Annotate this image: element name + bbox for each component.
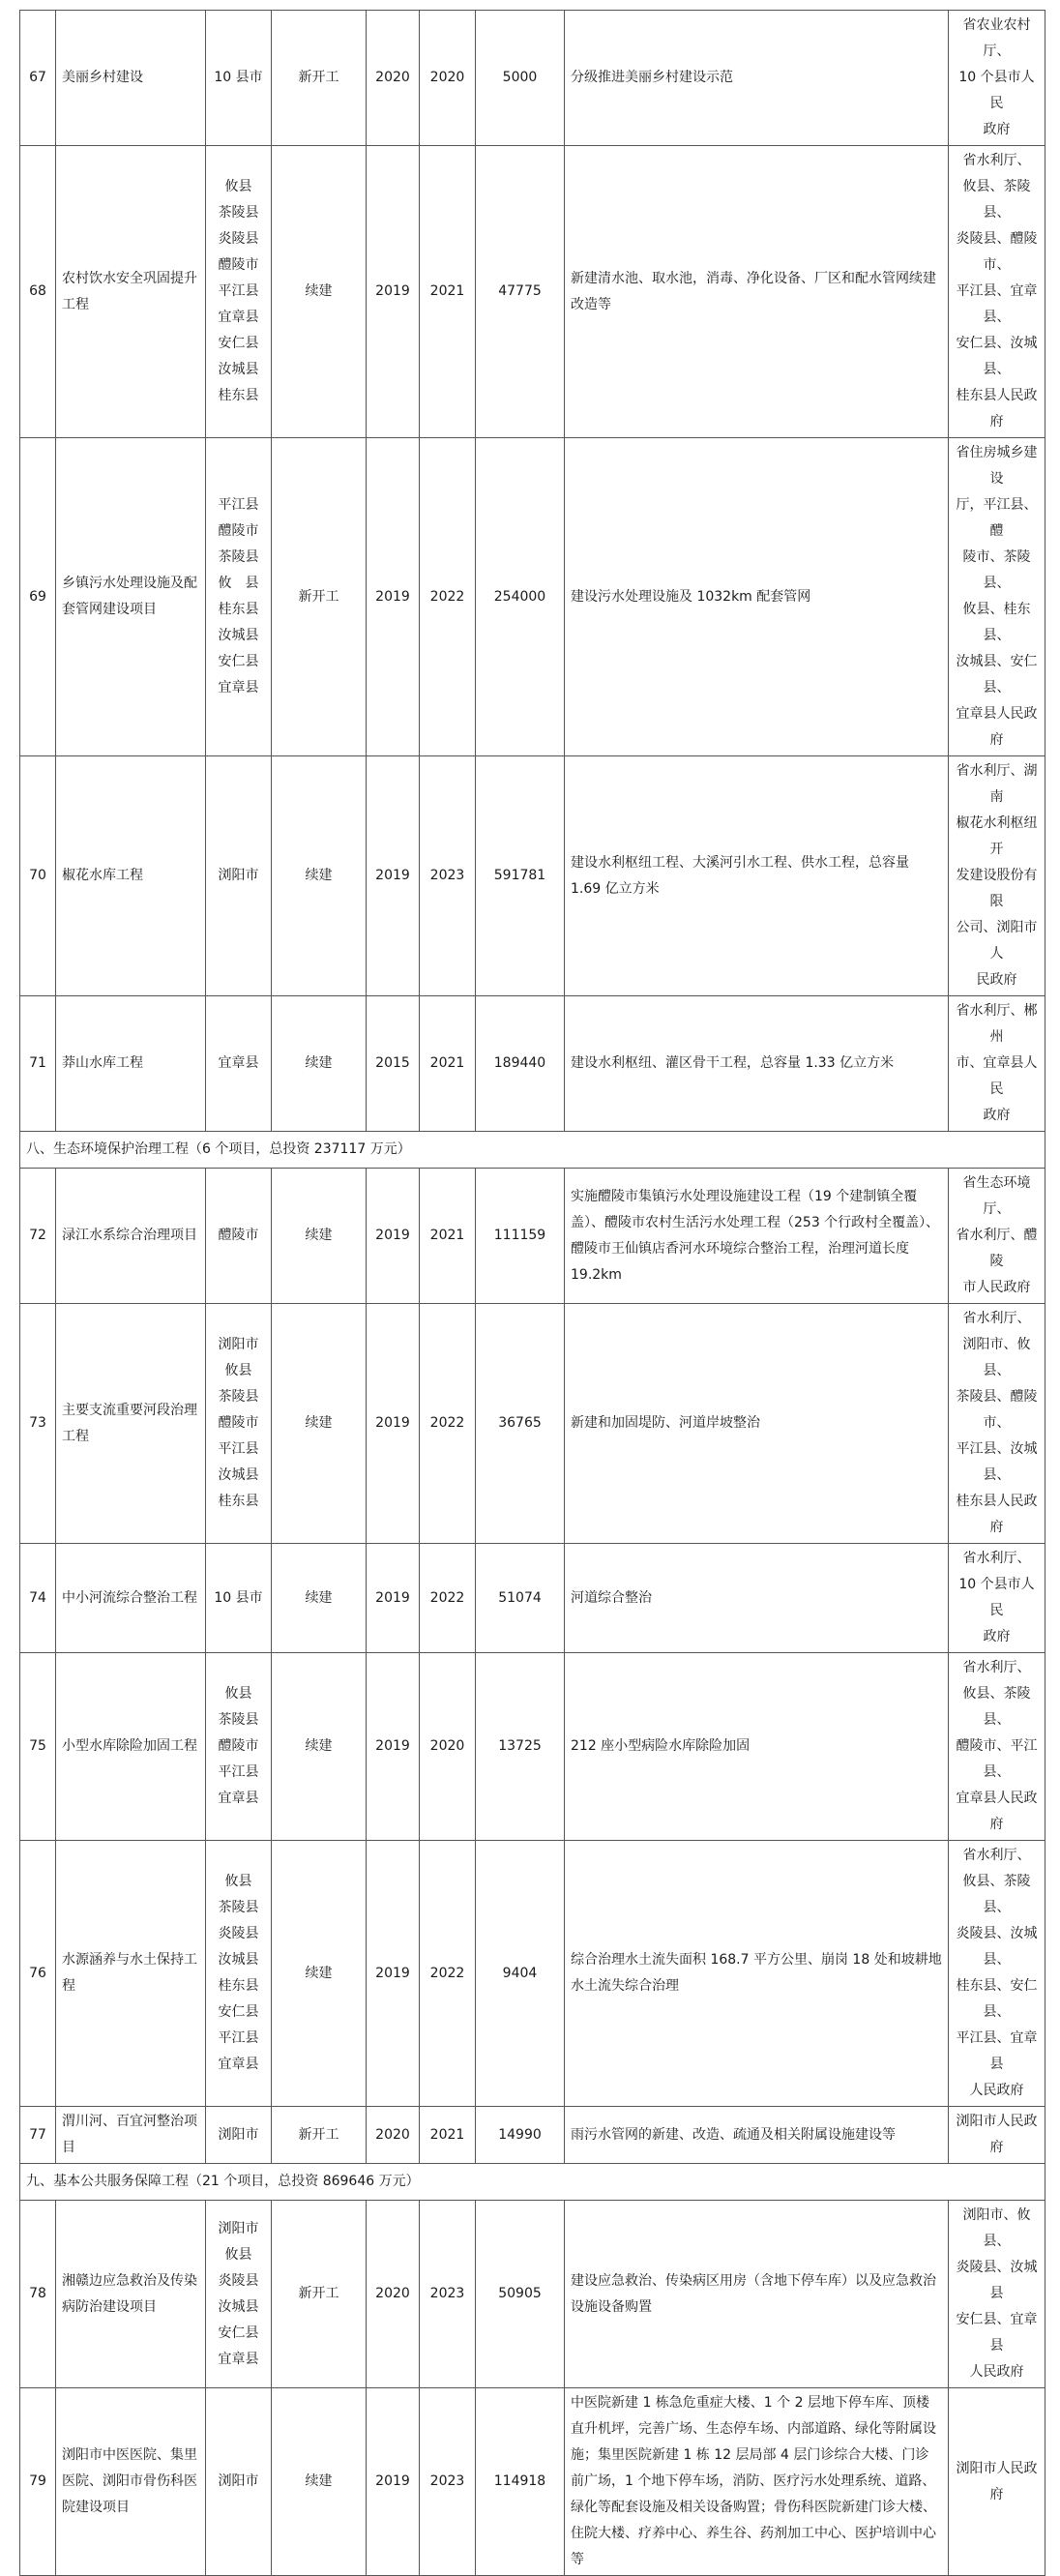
responsible-dept-line: 省水利厅、 xyxy=(962,1848,1031,1863)
construction-content: 建设污水处理设施及 1032km 配套管网 xyxy=(565,438,949,756)
responsible-dept-line: 浏阳市、攸县、 xyxy=(962,1337,1031,1378)
table-row xyxy=(20,2201,1045,2388)
row-number: 67 xyxy=(20,11,56,146)
table-row xyxy=(20,756,1045,996)
project-name: 美丽乡村建设 xyxy=(56,11,206,146)
table-row xyxy=(20,2107,1045,2164)
project-area-line: 攸县 xyxy=(224,2246,252,2263)
responsible-dept-line: 政府 xyxy=(983,122,1011,137)
construction-type: 新开工 xyxy=(272,11,367,146)
responsible-dept xyxy=(949,996,1045,1132)
responsible-dept-line: 市人民政府 xyxy=(962,1280,1031,1295)
project-area xyxy=(206,1653,272,1841)
responsible-dept xyxy=(949,146,1045,438)
section-heading: 八、生态环境保护治理工程（6 个项目，总投资 237117 万元） xyxy=(20,1132,1045,1169)
responsible-dept-line: 陵市、茶陵县、 xyxy=(962,549,1031,591)
responsible-dept xyxy=(949,1841,1045,2107)
end-year: 2021 xyxy=(420,1169,476,1304)
project-area-line: 茶陵县 xyxy=(218,1900,259,1915)
project-area-line: 浏阳市 xyxy=(218,2473,259,2489)
end-year: 2023 xyxy=(420,756,476,996)
project-area-line: 平江县 xyxy=(218,283,259,299)
responsible-dept-line: 省水利厅、湖南 xyxy=(956,763,1038,805)
project-area-line: 攸县 xyxy=(224,1686,252,1702)
project-area-line: 宜章县 xyxy=(218,1055,259,1071)
responsible-dept-line: 醴陵市、平江县、 xyxy=(956,1738,1038,1780)
responsible-dept-line: 政府 xyxy=(983,1629,1011,1644)
responsible-dept-line: 省水利厅、 xyxy=(962,153,1031,168)
project-name: 浏阳市中医医院、集里医院、浏阳市骨伤科医院建设项目 xyxy=(56,2388,206,2576)
construction-content: 建设水利枢纽工程、大溪河引水工程、供水工程，总容量 1.69 亿立方米 xyxy=(565,756,949,996)
start-year: 2019 xyxy=(367,146,420,438)
project-area xyxy=(206,1544,272,1653)
construction-type: 新开工 xyxy=(272,2201,367,2388)
responsible-dept xyxy=(949,11,1045,146)
table-row xyxy=(20,11,1045,146)
responsible-dept-line: 省水利厅、 xyxy=(962,1311,1031,1326)
start-year: 2020 xyxy=(367,2201,420,2388)
responsible-dept-line: 10 个县市人民 xyxy=(958,70,1035,111)
end-year: 2023 xyxy=(420,2201,476,2388)
construction-type: 续建 xyxy=(272,1169,367,1304)
investment: 254000 xyxy=(476,438,565,756)
table-row xyxy=(20,146,1045,438)
project-area-line: 宜章县 xyxy=(218,310,259,325)
project-area-line: 安仁县 xyxy=(218,2324,259,2341)
project-area-line: 平江县 xyxy=(218,497,259,513)
project-area-line: 汝城县 xyxy=(218,2298,259,2315)
end-year: 2021 xyxy=(420,2107,476,2164)
responsible-dept xyxy=(949,1304,1045,1544)
responsible-dept-line: 浏阳市人民政府 xyxy=(956,2460,1038,2502)
responsible-dept xyxy=(949,2201,1045,2388)
start-year: 2019 xyxy=(367,1841,420,2107)
table-row xyxy=(20,2388,1045,2576)
project-area xyxy=(206,2107,272,2164)
responsible-dept-line: 浏阳市、攸县、 xyxy=(962,2207,1031,2249)
investment: 47775 xyxy=(476,146,565,438)
responsible-dept xyxy=(949,2107,1045,2164)
construction-type: 续建 xyxy=(272,1841,367,2107)
responsible-dept-line: 炎陵县、醴陵市、 xyxy=(956,231,1038,273)
construction-type: 续建 xyxy=(272,2388,367,2576)
start-year: 2019 xyxy=(367,1304,420,1544)
end-year: 2020 xyxy=(420,11,476,146)
responsible-dept-line: 桂东县人民政府 xyxy=(956,1494,1038,1535)
project-area-line: 攸 县 xyxy=(218,576,259,591)
project-area xyxy=(206,1841,272,2107)
construction-type: 续建 xyxy=(272,1304,367,1544)
investment: 13725 xyxy=(476,1653,565,1841)
responsible-dept-line: 厅，平江县、醴 xyxy=(956,497,1038,539)
construction-type: 新开工 xyxy=(272,2107,367,2164)
responsible-dept-line: 省水利厅、郴州 xyxy=(956,1003,1038,1045)
section-heading: 九、基本公共服务保障工程（21 个项目，总投资 869646 万元） xyxy=(20,2164,1045,2201)
responsible-dept-line: 桂东县人民政府 xyxy=(956,388,1038,429)
project-area-line: 炎陵县 xyxy=(218,231,259,247)
project-area-line: 浏阳市 xyxy=(218,2220,259,2236)
responsible-dept-line: 平江县、汝城县、 xyxy=(956,1441,1038,1483)
end-year: 2020 xyxy=(420,1653,476,1841)
project-area-line: 桂东县 xyxy=(218,602,259,617)
investment: 5000 xyxy=(476,11,565,146)
project-area-line: 炎陵县 xyxy=(218,1926,259,1941)
investment: 50905 xyxy=(476,2201,565,2388)
row-number: 70 xyxy=(20,756,56,996)
start-year: 2019 xyxy=(367,756,420,996)
project-name: 莽山水库工程 xyxy=(56,996,206,1132)
responsible-dept-line: 省水利厅、 xyxy=(962,1660,1031,1675)
project-area xyxy=(206,756,272,996)
construction-content: 分级推进美丽乡村建设示范 xyxy=(565,11,949,146)
construction-type: 续建 xyxy=(272,756,367,996)
row-number: 72 xyxy=(20,1169,56,1304)
investment: 51074 xyxy=(476,1544,565,1653)
project-area-line: 安仁县 xyxy=(218,654,259,669)
project-area-line: 醴陵市 xyxy=(218,1415,259,1431)
project-name: 中小河流综合整治工程 xyxy=(56,1544,206,1653)
project-area-line: 攸县 xyxy=(224,1874,252,1889)
project-area-line: 平江县 xyxy=(218,1441,259,1457)
table-row xyxy=(20,996,1045,1132)
project-area-line: 桂东县 xyxy=(218,1978,259,1994)
construction-content: 雨污水管网的新建、改造、疏通及相关附属设施建设等 xyxy=(565,2107,949,2164)
project-area-line: 宜章县 xyxy=(218,1791,259,1806)
project-name: 农村饮水安全巩固提升工程 xyxy=(56,146,206,438)
project-area-line: 宜章县 xyxy=(218,2057,259,2072)
row-number: 69 xyxy=(20,438,56,756)
responsible-dept-line: 10 个县市人民 xyxy=(958,1577,1035,1618)
construction-content: 综合治理水土流失面积 168.7 平方公里、崩岗 18 处和坡耕地水土流失综合治理 xyxy=(565,1841,949,2107)
end-year: 2022 xyxy=(420,438,476,756)
responsible-dept-line: 宜章县人民政府 xyxy=(956,706,1038,748)
row-number: 74 xyxy=(20,1544,56,1653)
responsible-dept xyxy=(949,756,1045,996)
responsible-dept-line: 市、宜章县人民 xyxy=(956,1055,1038,1097)
responsible-dept-line: 发建设股份有限 xyxy=(956,868,1038,909)
responsible-dept-line: 人民政府 xyxy=(969,2364,1024,2380)
end-year: 2021 xyxy=(420,996,476,1132)
project-area-line: 茶陵县 xyxy=(218,1712,259,1728)
construction-type: 续建 xyxy=(272,1653,367,1841)
project-area-line: 醴陵市 xyxy=(218,257,259,273)
start-year: 2015 xyxy=(367,996,420,1132)
project-area-line: 安仁县 xyxy=(218,336,259,351)
project-area-line: 安仁县 xyxy=(218,2004,259,2020)
responsible-dept-line: 桂东县、安仁县、 xyxy=(956,1978,1038,2020)
responsible-dept-line: 汝城县、安仁县、 xyxy=(956,654,1038,696)
project-name: 渌江水系综合治理项目 xyxy=(56,1169,206,1304)
construction-content: 建设应急救治、传染病区用房（含地下停车库）以及应急救治设施设备购置 xyxy=(565,2201,949,2388)
project-area-line: 宜章县 xyxy=(218,680,259,696)
responsible-dept-line: 民政府 xyxy=(976,972,1017,988)
project-area-line: 炎陵县 xyxy=(218,2272,259,2289)
investment: 189440 xyxy=(476,996,565,1132)
project-area-line: 汝城县 xyxy=(218,362,259,377)
table-row xyxy=(20,1169,1045,1304)
project-area-line: 汝城县 xyxy=(218,1952,259,1968)
project-area xyxy=(206,1304,272,1544)
responsible-dept-line: 省住房城乡建设 xyxy=(956,445,1038,487)
investment: 9404 xyxy=(476,1841,565,2107)
project-area-line: 醴陵市 xyxy=(218,523,259,539)
row-number: 79 xyxy=(20,2388,56,2576)
responsible-dept xyxy=(949,2388,1045,2576)
end-year: 2022 xyxy=(420,1544,476,1653)
project-area xyxy=(206,2388,272,2576)
project-area-line: 浏阳市 xyxy=(218,868,259,883)
project-area-line: 桂东县 xyxy=(218,388,259,403)
project-name: 渭川河、百宜河整治项目 xyxy=(56,2107,206,2164)
responsible-dept xyxy=(949,438,1045,756)
project-area xyxy=(206,146,272,438)
responsible-dept-line: 攸县、桂东县、 xyxy=(962,602,1031,643)
table-row xyxy=(20,1653,1045,1841)
responsible-dept-line: 平江县、宜章县、 xyxy=(956,283,1038,325)
responsible-dept-line: 攸县、茶陵县、 xyxy=(962,1686,1031,1728)
construction-content: 新建和加固堤防、河道岸坡整治 xyxy=(565,1304,949,1544)
project-area-line: 浏阳市 xyxy=(218,2126,259,2143)
section-row xyxy=(20,2164,1045,2201)
project-area-line: 10 县市 xyxy=(214,70,263,85)
start-year: 2020 xyxy=(367,2107,420,2164)
responsible-dept-line: 宜章县人民政府 xyxy=(956,1791,1038,1832)
project-table xyxy=(19,10,1045,2576)
row-number: 76 xyxy=(20,1841,56,2107)
responsible-dept-line: 浏阳市人民政府 xyxy=(956,2114,1038,2155)
responsible-dept-line: 炎陵县、汝城县 xyxy=(956,2260,1038,2301)
table-row xyxy=(20,1841,1045,2107)
project-name: 水源涵养与水土保持工程 xyxy=(56,1841,206,2107)
responsible-dept-line: 省农业农村厅、 xyxy=(962,17,1031,59)
investment: 14990 xyxy=(476,2107,565,2164)
construction-type: 新开工 xyxy=(272,438,367,756)
construction-content: 河道综合整治 xyxy=(565,1544,949,1653)
row-number: 68 xyxy=(20,146,56,438)
project-name: 湘赣边应急救治及传染病防治建设项目 xyxy=(56,2201,206,2388)
construction-content: 新建清水池、取水池，消毒、净化设备、厂区和配水管网续建改造等 xyxy=(565,146,949,438)
responsible-dept-line: 政府 xyxy=(983,1108,1011,1123)
project-area-line: 平江县 xyxy=(218,1764,259,1780)
row-number: 77 xyxy=(20,2107,56,2164)
construction-type: 续建 xyxy=(272,996,367,1132)
project-area-line: 醴陵市 xyxy=(218,1228,259,1243)
responsible-dept xyxy=(949,1169,1045,1304)
project-area xyxy=(206,2201,272,2388)
project-name: 小型水库除险加固工程 xyxy=(56,1653,206,1841)
table-row xyxy=(20,438,1045,756)
start-year: 2019 xyxy=(367,2388,420,2576)
responsible-dept-line: 攸县、茶陵县、 xyxy=(962,179,1031,221)
responsible-dept-line: 省水利厅、 xyxy=(962,1551,1031,1566)
table-row xyxy=(20,1544,1045,1653)
investment: 111159 xyxy=(476,1169,565,1304)
section-row xyxy=(20,1132,1045,1169)
responsible-dept-line: 公司、浏阳市人 xyxy=(956,920,1038,962)
project-area xyxy=(206,996,272,1132)
responsible-dept-line: 茶陵县、醴陵市、 xyxy=(956,1389,1038,1431)
row-number: 78 xyxy=(20,2201,56,2388)
start-year: 2019 xyxy=(367,1544,420,1653)
project-area xyxy=(206,438,272,756)
responsible-dept-line: 安仁县、宜章县 xyxy=(956,2312,1038,2354)
responsible-dept-line: 炎陵县、汝城县、 xyxy=(956,1926,1038,1968)
project-area-line: 桂东县 xyxy=(218,1494,259,1509)
construction-content: 中医院新建 1 栋急危重症大楼、1 个 2 层地下停车库、顶楼直升机坪，完善广场、生态停车场、内部道路、绿化等附属设施；集里医院新建 1 栋 12 层局部 4 层门诊综合大楼、门诊前广场，1 个地下停车场，消防、医疗污水处理系统、道路、绿化等配套设施及相关设备购置；骨伤科医院新建门诊大楼、住院大楼、疗养中心、养生谷、药剂加工中心、医护培训中心等 xyxy=(565,2388,949,2576)
project-area-line: 茶陵县 xyxy=(218,1389,259,1405)
project-area-line: 茶陵县 xyxy=(218,205,259,221)
responsible-dept-line: 攸县、茶陵县、 xyxy=(962,1874,1031,1915)
row-number: 75 xyxy=(20,1653,56,1841)
responsible-dept xyxy=(949,1544,1045,1653)
start-year: 2019 xyxy=(367,438,420,756)
start-year: 2019 xyxy=(367,1653,420,1841)
investment: 114918 xyxy=(476,2388,565,2576)
construction-content: 212 座小型病险水库除险加固 xyxy=(565,1653,949,1841)
responsible-dept-line: 平江县、宜章县 xyxy=(956,2030,1038,2072)
responsible-dept-line: 省生态环境厅、 xyxy=(962,1175,1031,1217)
investment: 36765 xyxy=(476,1304,565,1544)
responsible-dept-line: 安仁县、汝城县、 xyxy=(956,336,1038,377)
project-area-line: 茶陵县 xyxy=(218,549,259,565)
project-area-line: 醴陵市 xyxy=(218,1738,259,1754)
project-area-line: 汝城县 xyxy=(218,1467,259,1483)
end-year: 2022 xyxy=(420,1304,476,1544)
project-name: 主要支流重要河段治理工程 xyxy=(56,1304,206,1544)
investment: 591781 xyxy=(476,756,565,996)
project-name: 椒花水库工程 xyxy=(56,756,206,996)
project-area xyxy=(206,1169,272,1304)
end-year: 2023 xyxy=(420,2388,476,2576)
construction-type: 续建 xyxy=(272,1544,367,1653)
project-area-line: 宜章县 xyxy=(218,2351,259,2367)
construction-content: 建设水利枢纽、灌区骨干工程，总容量 1.33 亿立方米 xyxy=(565,996,949,1132)
row-number: 73 xyxy=(20,1304,56,1544)
project-area xyxy=(206,11,272,146)
project-area-line: 平江县 xyxy=(218,2030,259,2046)
project-area-line: 攸县 xyxy=(224,179,252,194)
table-row xyxy=(20,1304,1045,1544)
project-area-line: 浏阳市 xyxy=(218,1337,259,1352)
project-area-line: 汝城县 xyxy=(218,628,259,643)
end-year: 2021 xyxy=(420,146,476,438)
responsible-dept-line: 人民政府 xyxy=(969,2083,1024,2098)
row-number: 71 xyxy=(20,996,56,1132)
start-year: 2019 xyxy=(367,1169,420,1304)
end-year: 2022 xyxy=(420,1841,476,2107)
project-area-line: 攸县 xyxy=(224,1363,252,1378)
start-year: 2020 xyxy=(367,11,420,146)
responsible-dept xyxy=(949,1653,1045,1841)
project-area-line: 10 县市 xyxy=(214,1589,263,1606)
responsible-dept-line: 省水利厅、醴陵 xyxy=(956,1228,1038,1269)
responsible-dept-line: 椒花水利枢纽开 xyxy=(956,815,1038,857)
project-name: 乡镇污水处理设施及配套管网建设项目 xyxy=(56,438,206,756)
construction-content: 实施醴陵市集镇污水处理设施建设工程（19 个建制镇全覆盖）、醴陵市农村生活污水处理工程（253 个行政村全覆盖）、醴陵市王仙镇店香河水环境综合整治工程，治理河道长度 19.2km xyxy=(565,1169,949,1304)
construction-type: 续建 xyxy=(272,146,367,438)
